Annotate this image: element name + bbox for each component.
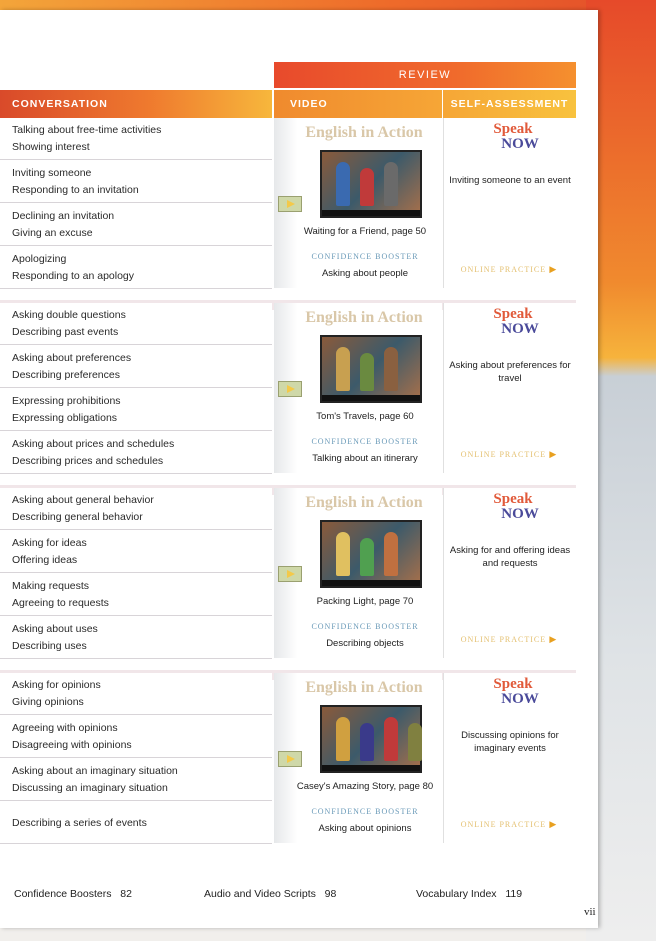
conversation-row — [0, 802, 272, 844]
conversation-header: CONVERSATION — [0, 90, 272, 118]
conversation-topic: Responding to an invitation — [12, 184, 139, 196]
footer-page: 98 — [324, 888, 337, 900]
video-progress-bar — [322, 210, 420, 216]
speak-now-topic: Discussing opinions for imaginary events — [461, 730, 559, 754]
now-word: NOW — [501, 691, 539, 707]
video-figure — [384, 347, 398, 391]
video-play-icon[interactable] — [278, 566, 302, 582]
online-practice-label: ONLINE PRACTICE — [460, 265, 547, 274]
video-thumbnail[interactable] — [320, 705, 422, 773]
online-practice-link[interactable] — [446, 449, 572, 460]
conversation-topic: Talking about free-time activities — [12, 124, 162, 136]
conversation-topic: Responding to an apology — [12, 270, 135, 282]
conversation-topic: Discussing an imaginary situation — [12, 782, 168, 794]
arrow-icon: ▶ — [546, 634, 558, 644]
footer-page: 119 — [505, 888, 523, 900]
conversation-row — [0, 204, 272, 246]
english-in-action-title: English in Action — [305, 309, 423, 326]
confidence-booster-label: CONFIDENCE BOOSTER — [311, 807, 419, 816]
video-caption: Casey's Amazing Story, page 80 — [296, 781, 434, 792]
speak-now-logo — [478, 492, 548, 526]
conversation-row — [0, 488, 272, 530]
video-figure — [336, 162, 350, 206]
page-number: vii — [584, 906, 596, 918]
online-practice-label: ONLINE PRACTICE — [460, 635, 547, 644]
video-figure — [336, 347, 350, 391]
video-thumbnail[interactable] — [320, 150, 422, 218]
video-header: VIDEO — [274, 90, 442, 118]
conversation-topic: Asking about preferences — [12, 352, 132, 364]
speak-now-logo — [478, 677, 548, 711]
video-progress-bar — [322, 765, 420, 771]
video-figure — [360, 538, 374, 576]
now-word: NOW — [501, 506, 539, 522]
confidence-booster-topic: Talking about an itinerary — [312, 453, 418, 464]
conversation-topic: Giving opinions — [12, 696, 84, 708]
conversation-topic: Describing preferences — [12, 369, 120, 381]
online-practice-label: ONLINE PRACTICE — [460, 820, 547, 829]
now-word: NOW — [501, 321, 539, 337]
now-word: NOW — [501, 136, 539, 152]
confidence-booster-topic: Describing objects — [326, 638, 404, 649]
video-figure — [408, 723, 422, 761]
conversation-topic: Agreeing to requests — [12, 597, 109, 609]
arrow-icon: ▶ — [546, 449, 558, 459]
conversation-topic: Asking for ideas — [12, 537, 87, 549]
conversation-topic: Describing past events — [12, 326, 119, 338]
conversation-row — [0, 161, 272, 203]
conversation-topic: Disagreeing with opinions — [12, 739, 132, 751]
video-progress-bar — [322, 580, 420, 586]
speak-word: Speak — [493, 676, 533, 692]
online-practice-link[interactable] — [446, 634, 572, 645]
speak-word: Speak — [493, 306, 533, 322]
conversation-row — [0, 673, 272, 715]
video-figure — [360, 168, 374, 206]
conversation-topic: Describing prices and schedules — [12, 455, 164, 467]
conversation-topic: Expressing prohibitions — [12, 395, 121, 407]
conversation-row — [0, 389, 272, 431]
arrow-icon: ▶ — [546, 264, 558, 274]
conversation-row — [0, 346, 272, 388]
conversation-topic: Asking double questions — [12, 309, 126, 321]
conversation-topic: Describing a series of events — [12, 817, 147, 829]
video-figure — [384, 162, 398, 206]
footer-confidence-boosters — [14, 888, 132, 900]
online-practice-label: ONLINE PRACTICE — [460, 450, 547, 459]
video-thumbnail[interactable] — [320, 335, 422, 403]
conversation-row — [0, 716, 272, 758]
conversation-topic: Describing uses — [12, 640, 87, 652]
conversation-topic: Making requests — [12, 580, 90, 592]
footer-page: 82 — [120, 888, 132, 900]
english-in-action-title: English in Action — [305, 679, 423, 696]
video-thumbnail[interactable] — [320, 520, 422, 588]
video-figure — [384, 717, 398, 761]
conversation-topic: Expressing obligations — [12, 412, 118, 424]
footer-label: Vocabulary Index — [416, 888, 497, 900]
speak-word: Speak — [493, 491, 533, 507]
english-in-action-title: English in Action — [305, 494, 423, 511]
video-figure — [360, 353, 374, 391]
conversation-topic: Describing general behavior — [12, 511, 143, 523]
speak-word: Speak — [493, 121, 533, 137]
conversation-topic: Asking about an imaginary situation — [12, 765, 178, 777]
confidence-booster-topic: Asking about people — [321, 268, 409, 279]
conversation-topic: Asking about general behavior — [12, 494, 154, 506]
conversation-topic: Apologizing — [12, 253, 67, 265]
conversation-topic: Agreeing with opinions — [12, 722, 118, 734]
conversation-topic: Declining an invitation — [12, 210, 115, 222]
conversation-row — [0, 118, 272, 160]
video-figure — [360, 723, 374, 761]
confidence-booster-label: CONFIDENCE BOOSTER — [311, 252, 419, 261]
english-in-action-title: English in Action — [305, 124, 423, 141]
conversation-topic: Asking for opinions — [12, 679, 101, 691]
speak-now-topic: Asking about preferences for travel — [449, 360, 571, 384]
video-play-icon[interactable] — [278, 751, 302, 767]
conversation-topic: Inviting someone — [12, 167, 92, 179]
speak-now-topic: Asking for and offering ideas and requests — [449, 545, 571, 569]
conversation-row — [0, 617, 272, 659]
conversation-row — [0, 531, 272, 573]
speak-now-topic: Inviting someone to an event — [449, 175, 571, 186]
footer-audio-video-scripts — [204, 888, 336, 900]
conversation-topic: Giving an excuse — [12, 227, 93, 239]
speak-now-logo — [478, 122, 548, 156]
video-caption: Waiting for a Friend, page 50 — [303, 226, 427, 237]
confidence-booster-topic: Asking about opinions — [318, 823, 412, 834]
video-progress-bar — [322, 395, 420, 401]
video-caption: Packing Light, page 70 — [316, 596, 414, 607]
video-caption: Tom's Travels, page 60 — [316, 411, 414, 422]
conversation-row — [0, 303, 272, 345]
review-header: REVIEW — [274, 62, 576, 88]
conversation-row — [0, 432, 272, 474]
confidence-booster-label: CONFIDENCE BOOSTER — [311, 437, 419, 446]
video-play-icon[interactable] — [278, 381, 302, 397]
conversation-row — [0, 574, 272, 616]
conversation-topic: Asking about uses — [12, 623, 98, 635]
footer-vocabulary-index — [416, 888, 522, 900]
confidence-booster-label: CONFIDENCE BOOSTER — [311, 622, 419, 631]
conversation-topic: Asking about prices and schedules — [12, 438, 175, 450]
footer-label: Confidence Boosters — [14, 888, 112, 900]
footer-label: Audio and Video Scripts — [204, 888, 316, 900]
arrow-icon: ▶ — [546, 819, 558, 829]
self-assessment-header: SELF-ASSESSMENT — [443, 90, 576, 118]
conversation-row — [0, 759, 272, 801]
video-play-icon[interactable] — [278, 196, 302, 212]
speak-now-logo — [478, 307, 548, 341]
video-figure — [336, 532, 350, 576]
video-figure — [384, 532, 398, 576]
conversation-row — [0, 247, 272, 289]
conversation-topic: Offering ideas — [12, 554, 78, 566]
online-practice-link[interactable] — [446, 819, 572, 830]
conversation-topic: Showing interest — [12, 141, 90, 153]
online-practice-link[interactable] — [446, 264, 572, 275]
video-figure — [336, 717, 350, 761]
